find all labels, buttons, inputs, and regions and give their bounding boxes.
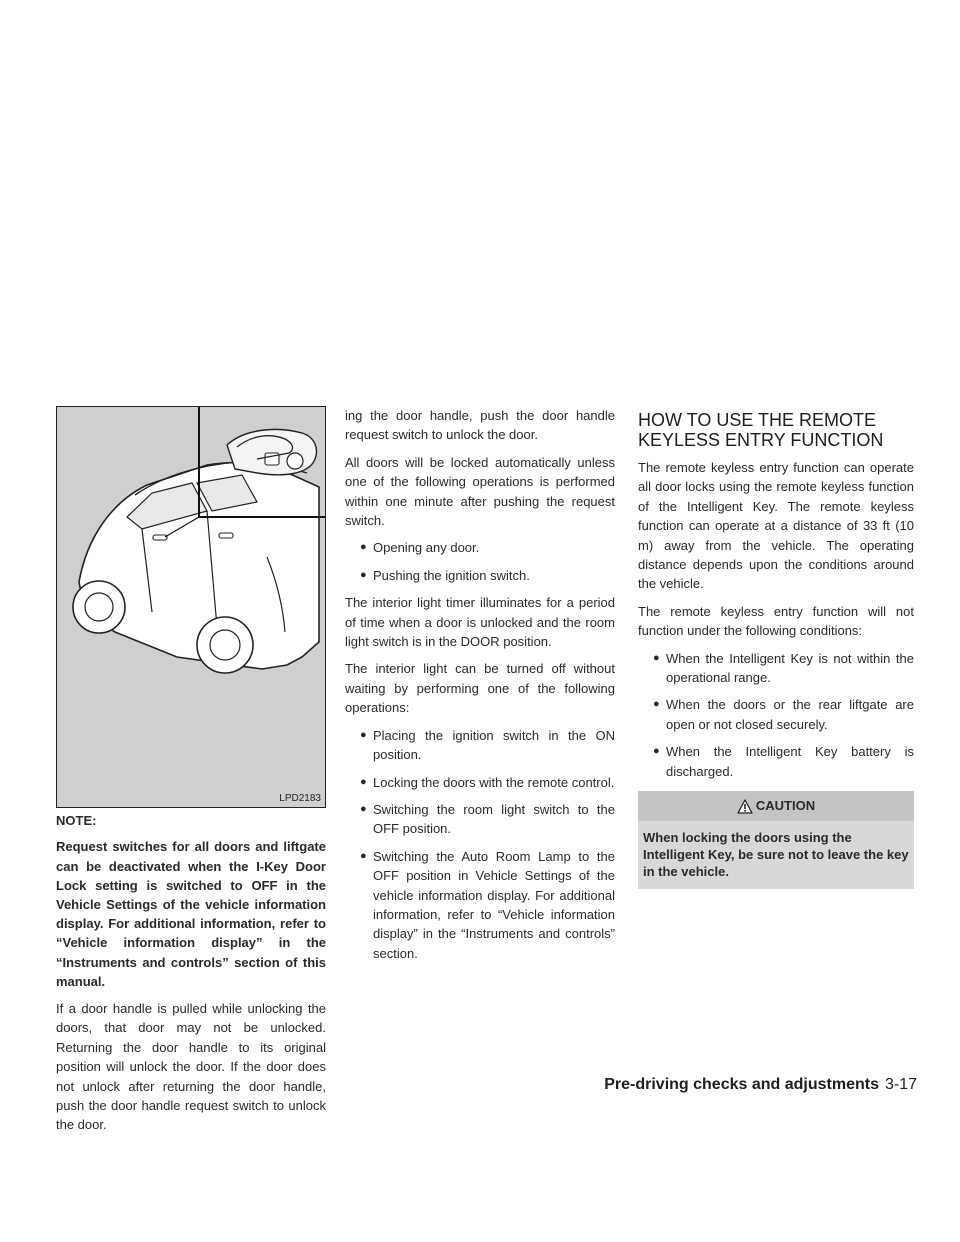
note-body: Request switches for all doors and liftgate can be deactivated when the I-Key Door Lock setting is switched to OFF in the Vehicle Settings of the vehicle information display. For additional information, refer to “Vehicle information display” in the “Instruments and controls” section of this manual.: [56, 839, 326, 989]
remote-keyless-list: [638, 649, 914, 781]
list-item: ● When the Intelligent Key battery is discharged.: [653, 744, 914, 779]
column-left: [56, 811, 326, 1133]
warning-triangle-icon: [737, 799, 753, 814]
bullet-icon: ●: [360, 849, 367, 862]
interior-light-off-paragraph: The interior light can be turned off without waiting by performing one of the following operations:: [345, 661, 615, 716]
door-handle-paragraph-continued: ing the door handle, push the door handle request switch to unlock the door.: [345, 408, 615, 443]
auto-lock-list: [345, 538, 615, 585]
bullet-icon: ●: [653, 745, 660, 758]
list-item: ● Placing the ignition switch in the ON position.: [360, 727, 615, 763]
bullet-icon: ●: [360, 728, 367, 741]
bullet-icon: ●: [360, 775, 367, 788]
bullet-icon: ●: [360, 568, 367, 581]
list-item: ● When the doors or the rear liftgate are open or not closed securely.: [653, 697, 914, 732]
remote-keyless-paragraph: The remote keyless entry function can operate all door locks using the remote keyless function of the Intelligent Key. The remote keyless function can operate at a distance of 33 ft (10 m) away from the vehicle. The operating distance depends upon the conditions around the vehicle.: [638, 460, 914, 592]
door-handle-paragraph: If a door handle is pulled while unlocking the doors, that door may not be unlocked. Returning the door handle to its original position will unlock the door. If the door does not unlock after returning the door handle, push the door handle request switch to unlock the door.: [56, 1001, 326, 1133]
list-item: ● Switching the Auto Room Lamp to the OFF position in Vehicle Settings of the vehicle information display. For additional information, refer to “Vehicle information display” in the “Instruments and controls” section.: [360, 848, 615, 961]
door-handle-illustration: [56, 406, 326, 808]
caution-header: [638, 791, 914, 821]
list-item: ● When the Intelligent Key is not within the operational range.: [653, 650, 914, 686]
list-item: ● Pushing the ignition switch.: [373, 566, 615, 585]
remote-keyless-conditions-paragraph: The remote keyless entry function will not function under the following conditions:: [638, 603, 914, 639]
bullet-icon: ●: [360, 802, 367, 815]
note-heading: NOTE:: [56, 813, 97, 828]
list-item: ● Switching the room light switch to the OFF position.: [360, 801, 615, 837]
illustration-frame: [56, 406, 326, 808]
bullet-icon: ●: [360, 541, 367, 554]
caution-text: When locking the doors using the Intelligent Key, be sure not to leave the key in the vehicle.: [643, 830, 909, 880]
page-number: 3-17: [884, 1076, 917, 1093]
list-item: ● Locking the doors with the remote control.: [373, 773, 615, 792]
footer-section-title: Pre-driving checks and adjustments: [604, 1076, 879, 1093]
suv-door-handle-drawing: [57, 407, 325, 807]
list-item: ● Opening any door.: [373, 538, 615, 557]
column-middle: [345, 406, 615, 971]
interior-light-list: [345, 726, 615, 963]
caution-box: [638, 791, 914, 889]
column-right: [638, 406, 914, 889]
section-heading: HOW TO USE THE REMOTE KEYLESS ENTRY FUNCTION: [638, 410, 884, 450]
interior-light-timer-paragraph: The interior light timer illuminates for a period of time when a door is unlocked and the room light switch is in the DOOR position.: [345, 595, 615, 650]
figure-code: LPD2183: [279, 793, 321, 804]
page-footer: [604, 1076, 917, 1094]
auto-lock-paragraph: All doors will be locked automatically unless one of the following operations is performed within one minute after pushing the request switch.: [345, 454, 615, 529]
caution-label: CAUTION: [755, 798, 816, 814]
bullet-icon: ●: [653, 698, 660, 711]
bullet-icon: ●: [653, 651, 660, 664]
